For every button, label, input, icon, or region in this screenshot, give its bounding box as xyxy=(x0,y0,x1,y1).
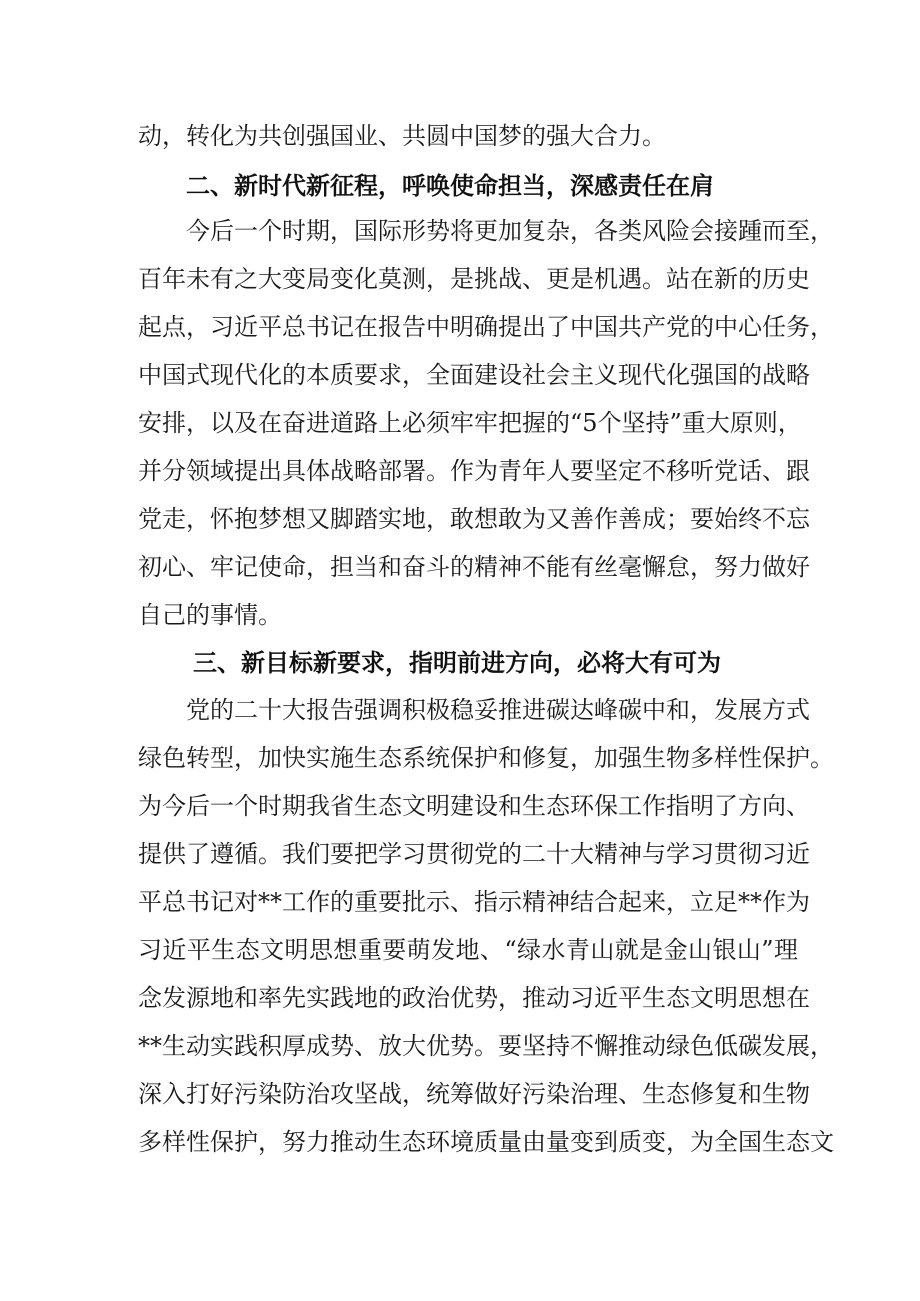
section-2-paragraph-line-6: 并分领域提出具体战略部署。作为青年人要坚定不移听党话、跟 xyxy=(138,457,810,485)
section-3-paragraph-line-10: 多样性保护，努力推动生态环境质量由量变到质变，为全国生态文 xyxy=(138,1128,834,1156)
section-2-paragraph-line-3: 起点，习近平总书记在报告中明确提出了中国共产党的中心任务， xyxy=(138,313,834,341)
section-2-paragraph-line-7: 党走，怀抱梦想又脚踏实地，敢想敢为又善作善成；要始终不忘 xyxy=(138,505,810,533)
section-heading-3: 三、新目标新要求，指明前进方向，必将大有可为 xyxy=(193,649,721,677)
section-3-paragraph-line-4: 提供了遵循。我们要把学习贯彻党的二十大精神与学习贯彻习近 xyxy=(138,840,810,868)
section-3-paragraph-line-3: 为今后一个时期我省生态文明建设和生态环保工作指明了方向、 xyxy=(138,792,810,820)
section-2-paragraph-line-5: 安排，以及在奋进道路上必须牢牢把握的“5个坚持”重大原则， xyxy=(138,409,802,437)
section-2-paragraph-line-8: 初心、牢记使命，担当和奋斗的精神不能有丝毫懈怠，努力做好 xyxy=(138,553,810,581)
paragraph-continuation-line: 动，转化为共创强国业、共圆中国梦的强大合力。 xyxy=(138,122,666,150)
section-3-paragraph-line-8: **生动实践积厚成势、放大优势。要坚持不懈推动绿色低碳发展， xyxy=(138,1032,834,1060)
section-3-paragraph-line-6: 习近平生态文明思想重要萌发地、“绿水青山就是金山银山”理 xyxy=(138,936,798,964)
section-3-paragraph-line-7: 念发源地和率先实践地的政治优势，推动习近平生态文明思想在 xyxy=(138,984,810,1012)
section-3-paragraph-line-9: 深入打好污染防治攻坚战，统筹做好污染治理、生态修复和生物 xyxy=(138,1080,810,1108)
section-3-paragraph-line-2: 绿色转型，加快实施生态系统保护和修复，加强生物多样性保护。 xyxy=(138,744,834,772)
section-heading-2: 二、新时代新征程，呼唤使命担当，深感责任在肩 xyxy=(186,172,714,200)
section-2-paragraph-line-1: 今后一个时期，国际形势将更加复杂，各类风险会接踵而至， xyxy=(186,217,834,245)
section-3-paragraph-line-5: 平总书记对**工作的重要批示、指示精神结合起来，立足**作为 xyxy=(138,888,810,916)
section-2-paragraph-line-2: 百年未有之大变局变化莫测，是挑战、更是机遇。站在新的历史 xyxy=(138,265,810,293)
section-3-paragraph-line-1: 党的二十大报告强调积极稳妥推进碳达峰碳中和，发展方式 xyxy=(186,696,810,724)
section-2-paragraph-line-9: 自己的事情。 xyxy=(138,601,282,629)
section-2-paragraph-line-4: 中国式现代化的本质要求，全面建设社会主义现代化强国的战略 xyxy=(138,361,810,389)
